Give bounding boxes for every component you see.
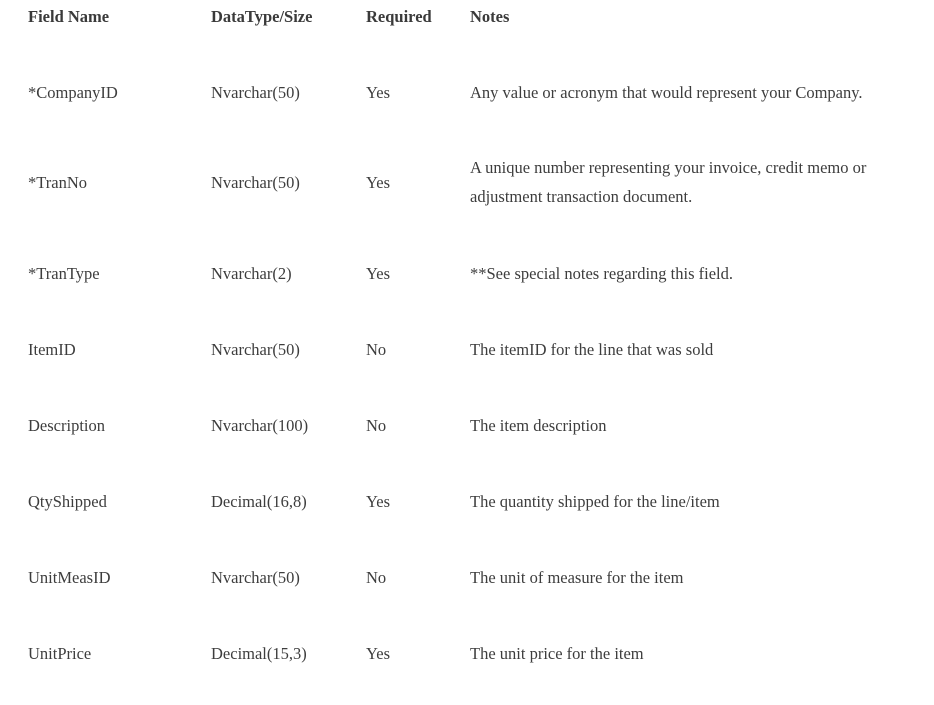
required-cell: No <box>366 567 387 587</box>
datatype-cell: Nvarchar(50) <box>211 567 300 587</box>
field-name-cell: ItemID <box>28 339 76 359</box>
field-name-cell: Description <box>28 415 105 435</box>
notes-cell: The unit price for the item <box>470 643 644 663</box>
notes-cell: The unit of measure for the item <box>470 567 684 587</box>
field-name-cell: *TranType <box>28 263 100 283</box>
header-datatype-size: DataType/Size <box>211 6 313 26</box>
field-name-cell: UnitMeasID <box>28 567 111 587</box>
required-cell: Yes <box>366 491 391 511</box>
required-cell: Yes <box>366 82 391 102</box>
datatype-cell: Nvarchar(100) <box>211 415 309 435</box>
field-name-cell: QtyShipped <box>28 491 107 511</box>
required-cell: Yes <box>366 263 391 283</box>
datatype-cell: Decimal(15,3) <box>211 643 307 663</box>
notes-cell: A unique number representing your invoice, credit memo or adjustment transaction document. <box>470 158 867 206</box>
required-cell: Yes <box>366 643 391 663</box>
header-notes: Notes <box>470 6 510 26</box>
datatype-cell: Nvarchar(50) <box>211 339 300 359</box>
notes-cell: Any value or acronym that would represent your Company. <box>470 82 863 102</box>
field-name-cell: *CompanyID <box>28 82 118 102</box>
notes-cell: The item description <box>470 415 607 435</box>
notes-cell: The itemID for the line that was sold <box>470 339 714 359</box>
required-cell: No <box>366 339 387 359</box>
field-name-cell: *TranNo <box>28 172 87 192</box>
field-name-cell: UnitPrice <box>28 643 92 663</box>
datatype-cell: Decimal(16,8) <box>211 491 307 511</box>
header-field-name: Field Name <box>28 6 110 26</box>
required-cell: Yes <box>366 172 391 192</box>
header-required: Required <box>366 6 432 26</box>
datatype-cell: Nvarchar(50) <box>211 82 300 102</box>
required-cell: No <box>366 415 387 435</box>
notes-cell: The quantity shipped for the line/item <box>470 491 720 511</box>
datatype-cell: Nvarchar(2) <box>211 263 292 283</box>
notes-cell: **See special notes regarding this field. <box>470 263 734 283</box>
datatype-cell: Nvarchar(50) <box>211 172 300 192</box>
